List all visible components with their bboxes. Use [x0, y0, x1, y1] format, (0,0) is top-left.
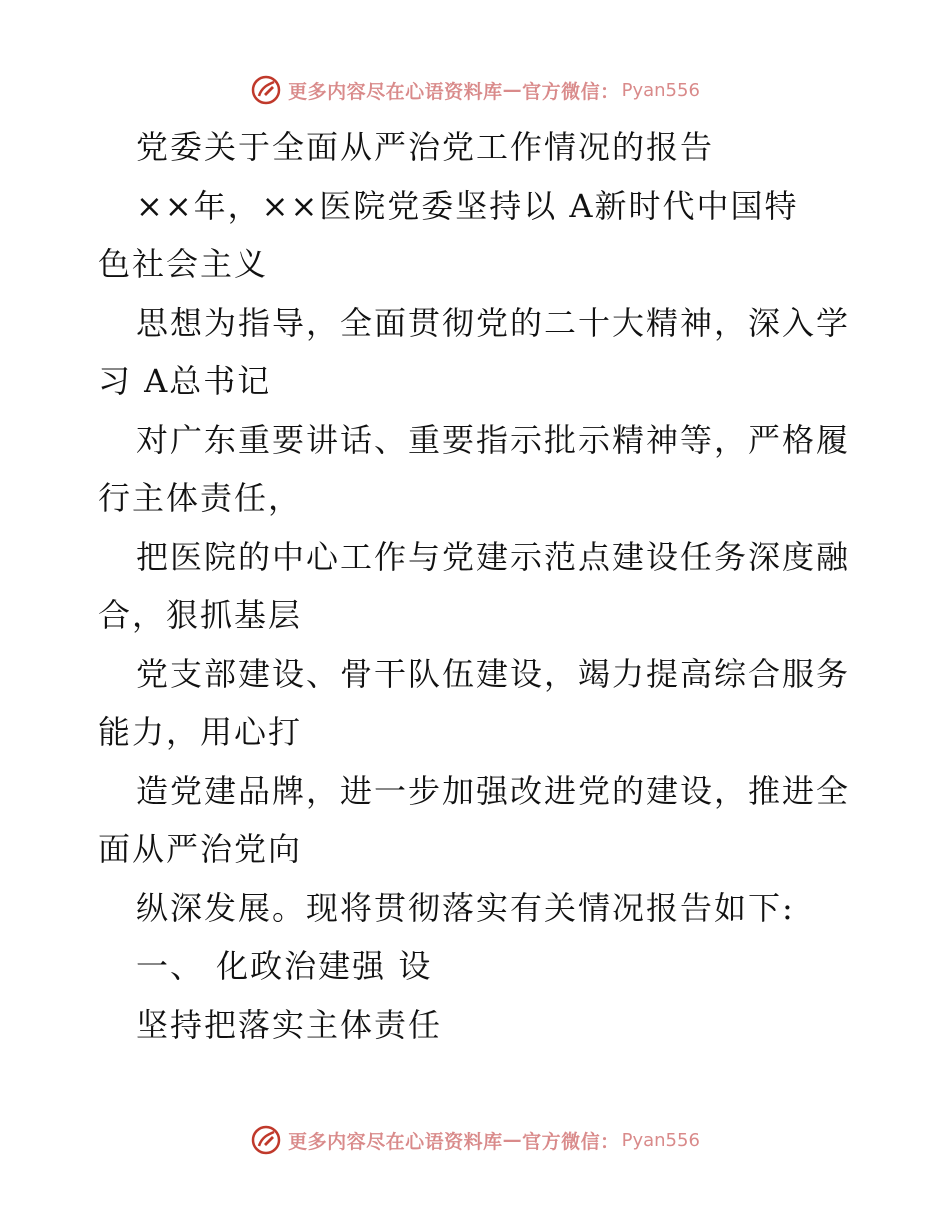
document-line: 坚持把落实主体责任 [136, 1005, 443, 1044]
document-line: ××年，××医院党委坚持以 A新时代中国特 [136, 186, 799, 225]
footer-wechat-id: Pyan556 [621, 1129, 700, 1151]
document-line: 面从严治党向 [98, 830, 303, 868]
document-body [98, 118, 858, 1054]
pen-swirl-icon [250, 1124, 282, 1156]
document-line: 思想为指导，全面贯彻党的二十大精神，深入学 [136, 303, 851, 342]
document-line: 纵深发展。现将贯彻落实有关情况报告如下: [136, 888, 795, 927]
document-line: 对广东重要讲话、重要指示批示精神等，严格履 [136, 420, 851, 459]
document-line: 能力，用心打 [98, 713, 303, 751]
footer-banner [0, 1120, 950, 1160]
footer-slogan: 更多内容尽在心语资料库 [288, 1130, 503, 1153]
header-banner [0, 70, 950, 110]
document-line: 一、 化政治建强 设 [136, 947, 433, 985]
document-line: 色社会主义 [98, 245, 269, 283]
header-slogan: 更多内容尽在心语资料库 [288, 80, 503, 103]
document-line: 行主体责任， [98, 479, 303, 517]
document-line: 造党建品牌，进一步加强改进党的建设，推进全 [136, 771, 851, 810]
footer-wechat-label: 官方微信： [522, 1130, 620, 1153]
header-separator: — [502, 79, 523, 101]
header-wechat-label: 官方微信： [522, 80, 620, 103]
document-line: 把医院的中心工作与党建示范点建设任务深度融 [136, 537, 851, 576]
document-line: 党支部建设、骨干队伍建设，竭力提高综合服务 [136, 654, 851, 693]
footer-separator: — [502, 1129, 523, 1151]
document-line: 习 A总书记 [98, 362, 272, 400]
header-wechat-id: Pyan556 [621, 79, 700, 101]
document-line: 党委关于全面从严治党工作情况的报告 [136, 128, 715, 166]
document-line: 合，狠抓基层 [98, 596, 303, 634]
pen-swirl-icon [250, 74, 282, 106]
